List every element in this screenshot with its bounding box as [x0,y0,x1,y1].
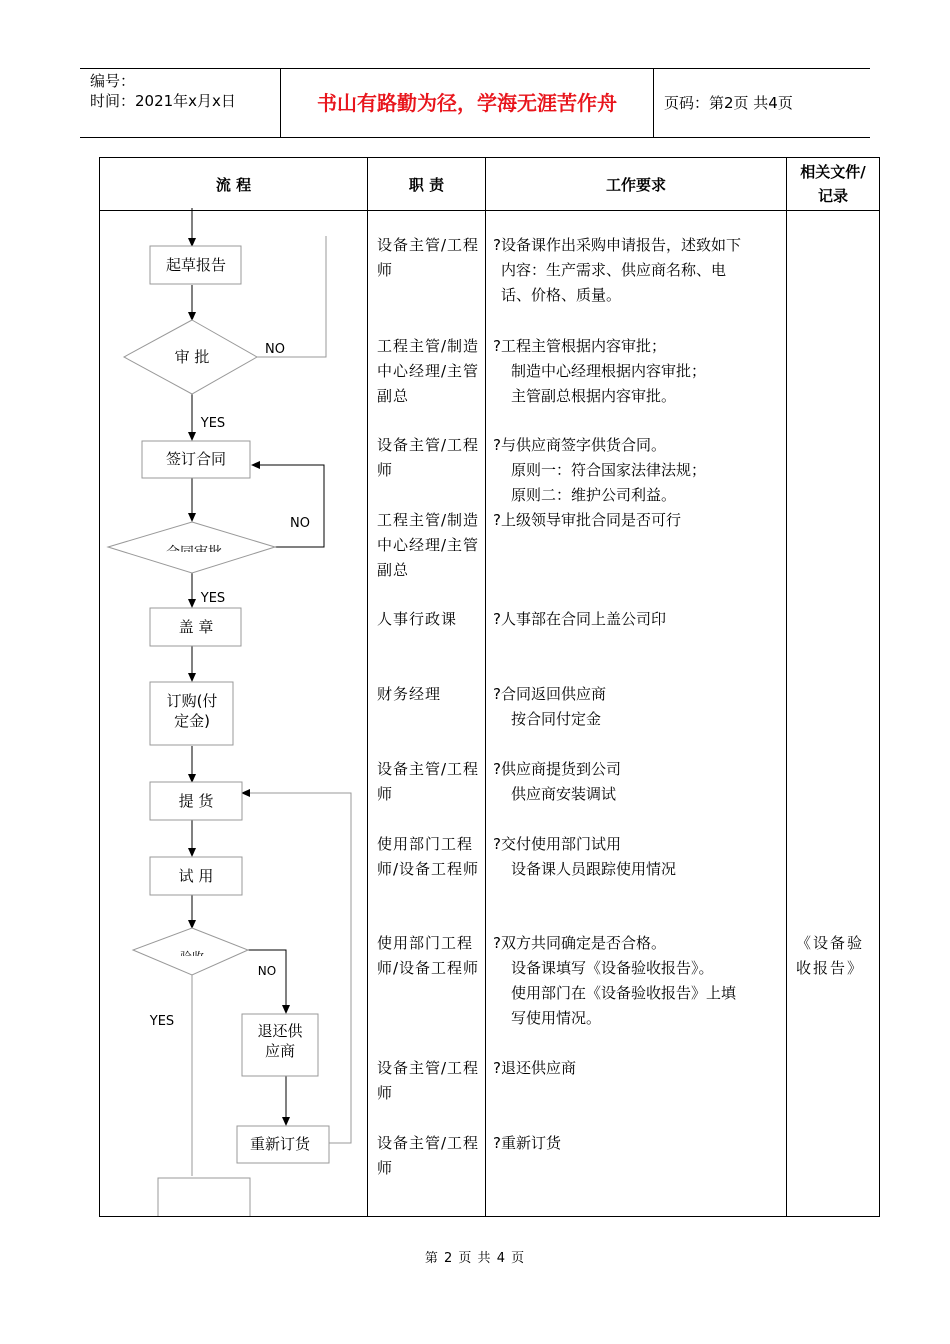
requirement-line: 按合同付定金 [511,710,602,728]
duty-text: 设备主管/工程师 [377,760,480,803]
step-label-sign: 签订合同 [165,450,227,468]
requirement-line: 制造中心经理根据内容审批； [511,362,707,380]
step-label-trial: 试 用 [178,867,214,885]
requirement-line: ?退还供应商 [493,1059,576,1077]
requirement-text [493,508,783,533]
requirement-line: 供应商安装调试 [511,785,617,803]
header-meta [80,69,281,137]
step-label-order-line1: 订购(付 [166,692,218,710]
branch-label-no: NO [265,342,285,357]
requirement-text [493,233,783,308]
step-label-pickup: 提 货 [178,792,214,810]
requirement-line: 使用部门在《设备验收报告》上填 [511,984,737,1002]
requirement-line: 设备课填写《设备验收报告》。 [511,959,714,977]
requirement-text [493,757,783,807]
duty-text: 工程主管/制造中心经理/主管副总 [377,511,480,579]
page-footer: 第 2 页 共 4 页 [424,1251,526,1266]
duty-text: 设备主管/工程师 [377,436,480,479]
step-label-approve: 审 批 [174,348,210,366]
requirement-text [493,832,783,882]
requirement-text [493,433,783,508]
flow-connector [257,236,326,357]
records-cell [787,211,880,1217]
requirement-line: 话、价格、质量。 [501,286,622,304]
step-label-stamp: 盖 章 [178,618,214,636]
duty-text: 使用部门工程师/设备工程师 [377,835,480,878]
requirement-text [493,607,783,632]
duty-text: 财务经理 [377,685,442,703]
branch-label-yes: YES [200,591,226,606]
step-box-next [158,1178,250,1216]
requirement-line: 内容：生产需求、供应商名称、电 [501,261,727,279]
duty-text: 使用部门工程师/设备工程师 [377,934,480,977]
requirement-line: ?双方共同确定是否合格。 [493,934,666,952]
step-label-reorder: 重新订货 [249,1135,311,1153]
requirement-text [493,1131,783,1156]
requirement-line: ?交付使用部门试用 [493,835,621,853]
requirement-line: 写使用情况。 [511,1009,602,1027]
requirement-text [493,334,783,409]
requirement-text [493,682,783,732]
duty-text: 设备主管/工程师 [377,236,480,279]
branch-label-yes: YES [149,1014,175,1029]
branch-label-no: NO [290,516,310,531]
requirement-line: 主管副总根据内容审批。 [511,387,677,405]
column-header-flow: 流 程 [100,158,368,211]
header-motto: 书山有路勤为径，学海无涯苦作舟 [281,69,654,137]
requirement-line: 设备课人员跟踪使用情况 [511,860,677,878]
flow-connector [248,950,286,1013]
duty-text: 设备主管/工程师 [377,1134,480,1177]
duty-text: 工程主管/制造中心经理/主管副总 [377,337,480,405]
branch-label-no: NO [257,964,277,978]
step-label-draft: 起草报告 [165,256,227,274]
flowchart [100,208,366,1216]
requirement-line: ?供应商提货到公司 [493,760,621,778]
requirement-line: ?上级领导审批合同是否可行 [493,511,681,529]
doc-time-label: 时间：2021年x月x日 [90,92,236,110]
step-label-return-line1: 退还供 [257,1022,303,1040]
requirement-line: ?与供应商签字供货合同。 [493,436,666,454]
requirement-text [493,1056,783,1081]
column-header-duty: 职 责 [368,158,486,211]
requirement-line: ?设备课作出采购申请报告，述致如下 [493,236,741,254]
requirement-text [493,931,783,1031]
duty-text: 设备主管/工程师 [377,1059,480,1102]
page-header [80,68,870,138]
requirement-line: ?重新订货 [493,1134,561,1152]
branch-label-yes: YES [200,416,226,431]
duty-text: 人事行政课 [377,610,458,628]
doc-number-label: 编号： [90,72,136,90]
step-label-order-line2: 定金) [174,712,210,730]
step-label-return-line2: 应商 [264,1042,296,1060]
column-header-requirement: 工作要求 [486,158,787,211]
requirement-line: 原则二：维护公司利益。 [511,486,677,504]
column-header-records-label: 相关文件/记录 [800,163,866,205]
flow-connector [252,465,324,547]
requirement-line: 原则一：符合国家法律法规； [511,461,707,479]
requirement-line: ?合同返回供应商 [493,685,606,703]
header-page-number: 页码：第2页 共4页 [664,94,793,112]
requirement-line: ?工程主管根据内容审批； [493,337,666,355]
requirement-line: ?人事部在合同上盖公司印 [493,610,666,628]
column-header-records [787,158,880,211]
record-text: 《设备验收报告》 [796,934,865,977]
